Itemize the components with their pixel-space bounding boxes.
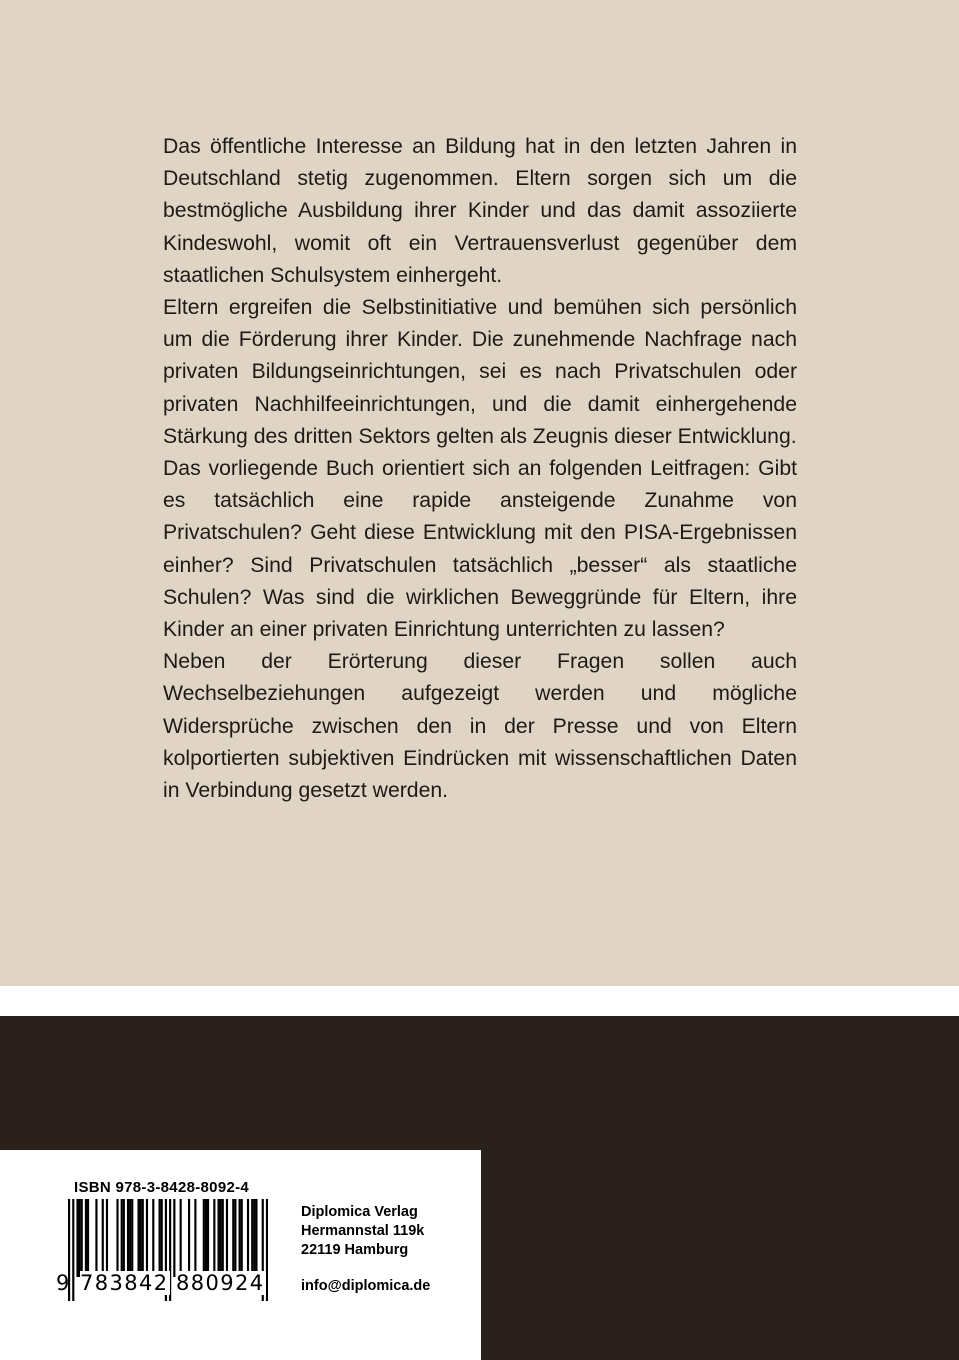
barcode-bar (140, 1199, 142, 1277)
barcode-bar (146, 1199, 148, 1277)
barcode-bar (226, 1199, 228, 1277)
barcode-bar (203, 1199, 205, 1277)
barcode-bar (161, 1199, 163, 1277)
barcode-bar (127, 1199, 129, 1277)
barcode-bar (123, 1199, 125, 1277)
barcode-bar (121, 1199, 123, 1277)
barcode-bar (116, 1199, 118, 1277)
barcode-bar (106, 1199, 108, 1277)
barcode-bar (142, 1199, 144, 1277)
barcode-bar (213, 1199, 215, 1277)
barcode-bar (87, 1199, 89, 1277)
publisher-email[interactable]: info@diplomica.de (301, 1278, 431, 1294)
barcode-bar (220, 1199, 222, 1277)
barcode-bar (95, 1199, 97, 1277)
barcode-bar (241, 1199, 243, 1277)
back-cover-blurb (163, 131, 797, 807)
barcode-bar (131, 1199, 133, 1277)
barcode-bar (205, 1199, 207, 1277)
publisher-address (301, 1203, 430, 1296)
barcode-bar (173, 1199, 175, 1277)
barcode-bar (188, 1199, 190, 1277)
barcode-bar (102, 1199, 104, 1277)
barcode-bar (159, 1199, 161, 1277)
barcode-bar (79, 1199, 81, 1277)
barcode-bar (180, 1199, 182, 1277)
isbn-label: ISBN 978-3-8428-8092-4 (74, 1179, 250, 1196)
barcode-bar (152, 1199, 154, 1277)
barcode-digit-group-left: 783842 (80, 1271, 169, 1295)
barcode-digits (56, 1271, 266, 1295)
barcode-bar (129, 1199, 131, 1277)
barcode-bar (207, 1199, 209, 1277)
barcode-bar (253, 1199, 255, 1277)
blurb-paragraph-1: Das öffentliche Interesse an Bildung hat in den letzten Jahren in Deutschland stetig zugenommen. Eltern sorgen sich um die bestmögliche Ausbildung ihrer Kinder und das damit assoziierte Kindeswohl, womit oft ein Vertrauensverlust gegenüber dem staatlichen Schulsystem einhergeht. (163, 135, 797, 287)
publisher-street: Hermannstal 119k (301, 1223, 425, 1239)
blurb-paragraph-3: Das vorliegende Buch orientiert sich an folgenden Leitfragen: Gibt es tatsächlich eine rapide ansteigende Zunahme von Privatschulen? Geht diese Entwicklung mit den PISA-Ergebnissen einher? Sind Privatschulen tatsächlich „besser“ als staatliche Schulen? Was sind die wirklichen Beweggründe für Eltern, ihre Kinder an einer privaten Einrichtung unterrichten zu lassen? (163, 457, 797, 642)
barcode-bar (222, 1199, 224, 1277)
blurb-paragraph-2: Eltern ergreifen die Selbstinitiative und bemühen sich persönlich um die Förderung ihrer Kinder. Die zunehmende Nachfrage nach privaten Bildungseinrichtungen, sei es nach Privatschulen oder privaten Nachhilfeeinrichtungen, und die damit einhergehende Stärkung des dritten Sektors gelten als Zeugnis dieser Entwicklung. (163, 296, 797, 448)
barcode-lead-digit: 9 (56, 1271, 70, 1295)
barcode-bar (234, 1199, 236, 1277)
barcode-bar (81, 1199, 83, 1277)
divider-band (0, 986, 959, 1016)
barcode-bar (239, 1199, 241, 1277)
barcode-bar (85, 1199, 87, 1277)
barcode-bar (247, 1199, 249, 1277)
publisher-name: Diplomica Verlag (301, 1204, 418, 1220)
barcode-bar (137, 1199, 139, 1277)
publisher-city: 22119 Hamburg (301, 1242, 409, 1258)
barcode-bar (266, 1199, 268, 1301)
barcode-bar (194, 1199, 196, 1277)
blurb-paragraph-4: Neben der Erörterung dieser Fragen sollen auch Wechselbeziehungen aufgezeigt werden und mögliche Widersprüche zwischen den in der Presse und von Eltern kolportierten subjektiven Eindrücken mit wissenschaftlichen Daten in Verbindung gesetzt werden. (163, 650, 797, 803)
barcode-bar (255, 1199, 257, 1277)
barcode-digit-group-right: 880924 (176, 1271, 265, 1295)
barcode-bar (76, 1199, 78, 1277)
barcode-bar (232, 1199, 234, 1277)
barcode-bar (217, 1199, 219, 1277)
barcode-bar (251, 1199, 253, 1277)
